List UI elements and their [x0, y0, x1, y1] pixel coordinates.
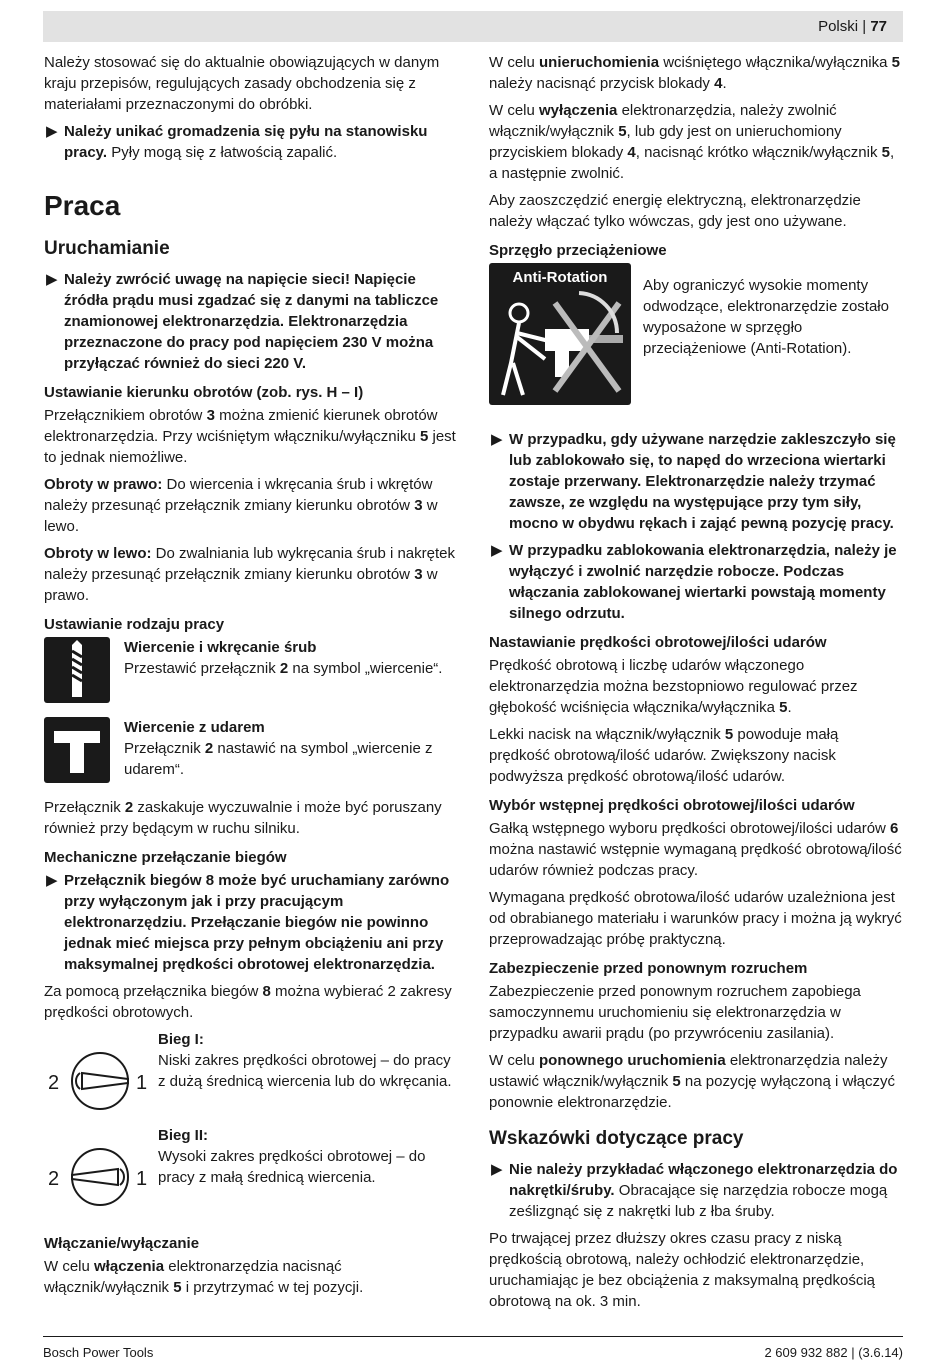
gear-dial-icon: [44, 1049, 154, 1113]
paragraph: Obroty w lewo: Do zwalniania lub wykręcania śrub i nakrętek należy przesunąć przełącznik zmiany kierunku obrotów 3 w prawo.: [44, 545, 455, 604]
paragraph: Obroty w prawo: Do wiercenia i wkręcania śrub i wkrętów należy przesunąć przełącznik zmiany kierunku obrotów 3 w lewo.: [44, 476, 438, 535]
mode-title: Wiercenie i wkręcanie śrub: [124, 639, 317, 656]
mode-text: Przestawić przełącznik 2 na symbol „wiercenie“.: [124, 660, 443, 677]
bullet-nut: ▶ Nie należy przykładać włączonego elektronarzędzia do nakrętki/śruby. Obracające się narzędzia robocze mogą ześlizgnąć się z nakrętki lub z łba śruby.: [491, 1161, 898, 1220]
bullet-icon: ▶: [491, 542, 503, 559]
bullet-icon: ▶: [491, 431, 503, 448]
heading-wybor: Wybór wstępnej prędkości obrotowej/ilości udarów: [489, 797, 855, 814]
paragraph: Gałką wstępnego wyboru prędkości obrotowej/ilości udarów 6 można nastawić wstępnie wymaganą prędkość obrotową/ilość udarów również podczas pracy.: [489, 820, 902, 879]
bullet-blocked: ▶ W przypadku zablokowania elektronarzędzia, należy je wyłączyć i zwolnić narzędzie robocze. Podczas włączania zablokowanej wiertarki powstają momenty silnego odrzutu.: [491, 542, 897, 622]
paragraph: Po trwającej przez dłuższy okres czasu pracy z niską prędkością obrotową, należy ochłodzić elektronarzędzie, uruchamiając je bez obciążenia z maksymalną prędkością obrotową na ok. 3 min.: [489, 1230, 876, 1310]
drill-bit-icon: [44, 637, 110, 703]
paragraph: W celu wyłączenia elektronarzędzia, należy zwolnić włącznik/wyłącznik 5, lub gdy jest on unieruchomiony przyciskiem blokady 4, nacisnąć krótko włącznik/wyłącznik 5, a następnie zwolnić.: [489, 102, 895, 182]
paragraph: W celu włączenia elektronarzędzia nacisnąć włącznik/wyłącznik 5 i przytrzymać w tej pozycji.: [44, 1258, 364, 1296]
svg-text:1: 1: [136, 1168, 148, 1190]
paragraph: Lekki nacisk na włącznik/wyłącznik 5 powoduje małą prędkość obrotową/ilość udarów. Zwiększony nacisk podwyższa prędkość obrotową/ilość udarów.: [489, 726, 839, 785]
heading-wskazowki: Wskazówki dotyczące pracy: [489, 1128, 744, 1149]
bullet-icon: ▶: [46, 271, 58, 288]
paragraph: Przełącznikiem obrotów 3 można zmienić kierunek obrotów elektronarzędzia. Przy wciśniętym włączniku/wyłączniku 5 jest to jednak niemożliwe.: [44, 407, 456, 466]
gear-text: Niski zakres prędkości obrotowej – do pracy z dużą średnicą wiercenia lub do wkręcania.: [158, 1052, 452, 1090]
svg-text:1: 1: [136, 1072, 148, 1094]
heading-zabezpieczenie: Zabezpieczenie przed ponownym rozruchem: [489, 960, 808, 977]
gear-title: Bieg I:: [158, 1031, 204, 1048]
paragraph: Przełącznik 2 zaskakuje wyczuwalnie i może być poruszany również przy będącym w ruchu silniku.: [44, 799, 442, 837]
footer-brand: Bosch Power Tools: [43, 1345, 154, 1360]
gear-dial-icon: [44, 1145, 154, 1209]
svg-text:2: 2: [48, 1168, 60, 1190]
page-footer: [43, 1336, 903, 1360]
footer-doc-number: 2 609 932 882 | (3.6.14): [764, 1345, 903, 1360]
mode-hammer-drilling: [44, 717, 456, 787]
mode-text: Przełącznik 2 nastawić na symbol „wiercenie z udarem“.: [124, 740, 433, 778]
paragraph: Wymagana prędkość obrotowa/ilość udarów uzależniona jest od obrabianego materiału i warunków pracy i można ją wykryć przeprowadzając próbę praktyczną.: [489, 889, 902, 948]
anti-rotation-block: [489, 263, 903, 409]
bullet-clamp: ▶ W przypadku, gdy używane narzędzie zakleszczyło się lub zablokowało się, to napęd do wrzeciona wiertarki zostaje przerwany. Elektronarzędzie należy trzymać zawsze, ze względu na występujące przy tym siły, mocno w obydwu rękach i zająć pewną pozycję pracy.: [491, 431, 896, 532]
mode-drilling: [44, 637, 456, 707]
paragraph: Prędkość obrotową i liczbę udarów włączonego elektronarzędzia można bezstopniowo regulować przez głębokość wciśnięcia włącznika/wyłącznika 5.: [489, 657, 858, 716]
svg-text:2: 2: [48, 1072, 60, 1094]
gear-title: Bieg II:: [158, 1127, 209, 1144]
page-header: [43, 11, 903, 42]
anti-rotation-icon: [489, 263, 631, 405]
bullet-icon: ▶: [46, 872, 58, 889]
paragraph: Zabezpieczenie przed ponownym rozruchem zapobiega samoczynnemu uruchomieniu się elektronarzędzia w przypadku awarii prądu (po przywróceniu zasilania).: [489, 983, 861, 1042]
anti-rotation-label: Anti-Rotation: [512, 269, 608, 286]
heading-kierunek: Ustawianie kierunku obrotów (zob. rys. H – I): [44, 384, 364, 401]
right-column: [489, 52, 903, 1318]
page-number: Polski | 77: [818, 18, 887, 35]
anti-rotation-text: Aby ograniczyć wysokie momenty odwodzące, elektronarzędzie zostało wyposażone w sprzęgło przeciążeniowe (Anti-Rotation).: [643, 277, 889, 357]
paragraph: W celu unieruchomienia wciśniętego włącznika/wyłącznika 5 należy nacisnąć przycisk blokady 4.: [489, 54, 900, 92]
heading-nastawianie: Nastawianie prędkości obrotowej/ilości udarów: [489, 634, 827, 651]
heading-wlaczanie: Włączanie/wyłączanie: [44, 1235, 200, 1252]
mode-title: Wiercenie z udarem: [124, 719, 265, 736]
heading-praca: Praca: [44, 190, 121, 221]
paragraph: Aby zaoszczędzić energię elektryczną, elektronarzędzie należy włączać tylko wówczas, gdy jest ono używane.: [489, 192, 861, 230]
paragraph: Za pomocą przełącznika biegów 8 można wybierać 2 zakresy prędkości obrotowych.: [44, 983, 452, 1021]
gear-text: Wysoki zakres prędkości obrotowej – do pracy z małą średnicą wiercenia.: [158, 1148, 426, 1186]
heading-uruchamianie: Uruchamianie: [44, 238, 170, 259]
hammer-icon: [44, 717, 110, 783]
bullet-icon: ▶: [491, 1161, 503, 1178]
gear-1: [44, 1029, 456, 1125]
paragraph: Należy stosować się do aktualnie obowiązujących w danym kraju przepisów, regulujących zasady obchodzenia się z materiałami przeznaczonymi do obróbki.: [44, 54, 440, 113]
left-column: [44, 52, 456, 1304]
heading-rodzaj-pracy: Ustawianie rodzaju pracy: [44, 616, 225, 633]
bullet-voltage: ▶ Należy zwrócić uwagę na napięcie sieci! Napięcie źródła prądu musi zgadzać się z danymi na tabliczce znamionowej elektronarzędzia. Elektronarzędzia przeznaczone do pracy pod napięciem 230 V można przyłączać również do sieci 220 V.: [46, 271, 439, 372]
bullet-dust: ▶ Należy unikać gromadzenia się pyłu na stanowisku pracy. Pyły mogą się z łatwością zapalić.: [46, 123, 428, 161]
paragraph: W celu ponownego uruchomienia elektronarzędzia należy ustawić włącznik/wyłącznik 5 na pozycję wyłączoną i włączyć ponownie elektronarzędzie.: [489, 1052, 895, 1111]
bullet-gear: ▶ Przełącznik biegów 8 może być uruchamiany zarówno przy wyłączonym jak i przy pracującym elektronarzędziu. Przełączanie biegów nie powinno jednak mieć miejsca przy pełnym obciążeniu ani przy maksymalnej prędkości obrotowej elektronarzędzia.: [46, 872, 450, 973]
heading-mechaniczne: Mechaniczne przełączanie biegów: [44, 849, 287, 866]
heading-sprzeglo: Sprzęgło przeciążeniowe: [489, 242, 667, 259]
bullet-icon: ▶: [46, 123, 58, 140]
gear-2: [44, 1125, 456, 1221]
